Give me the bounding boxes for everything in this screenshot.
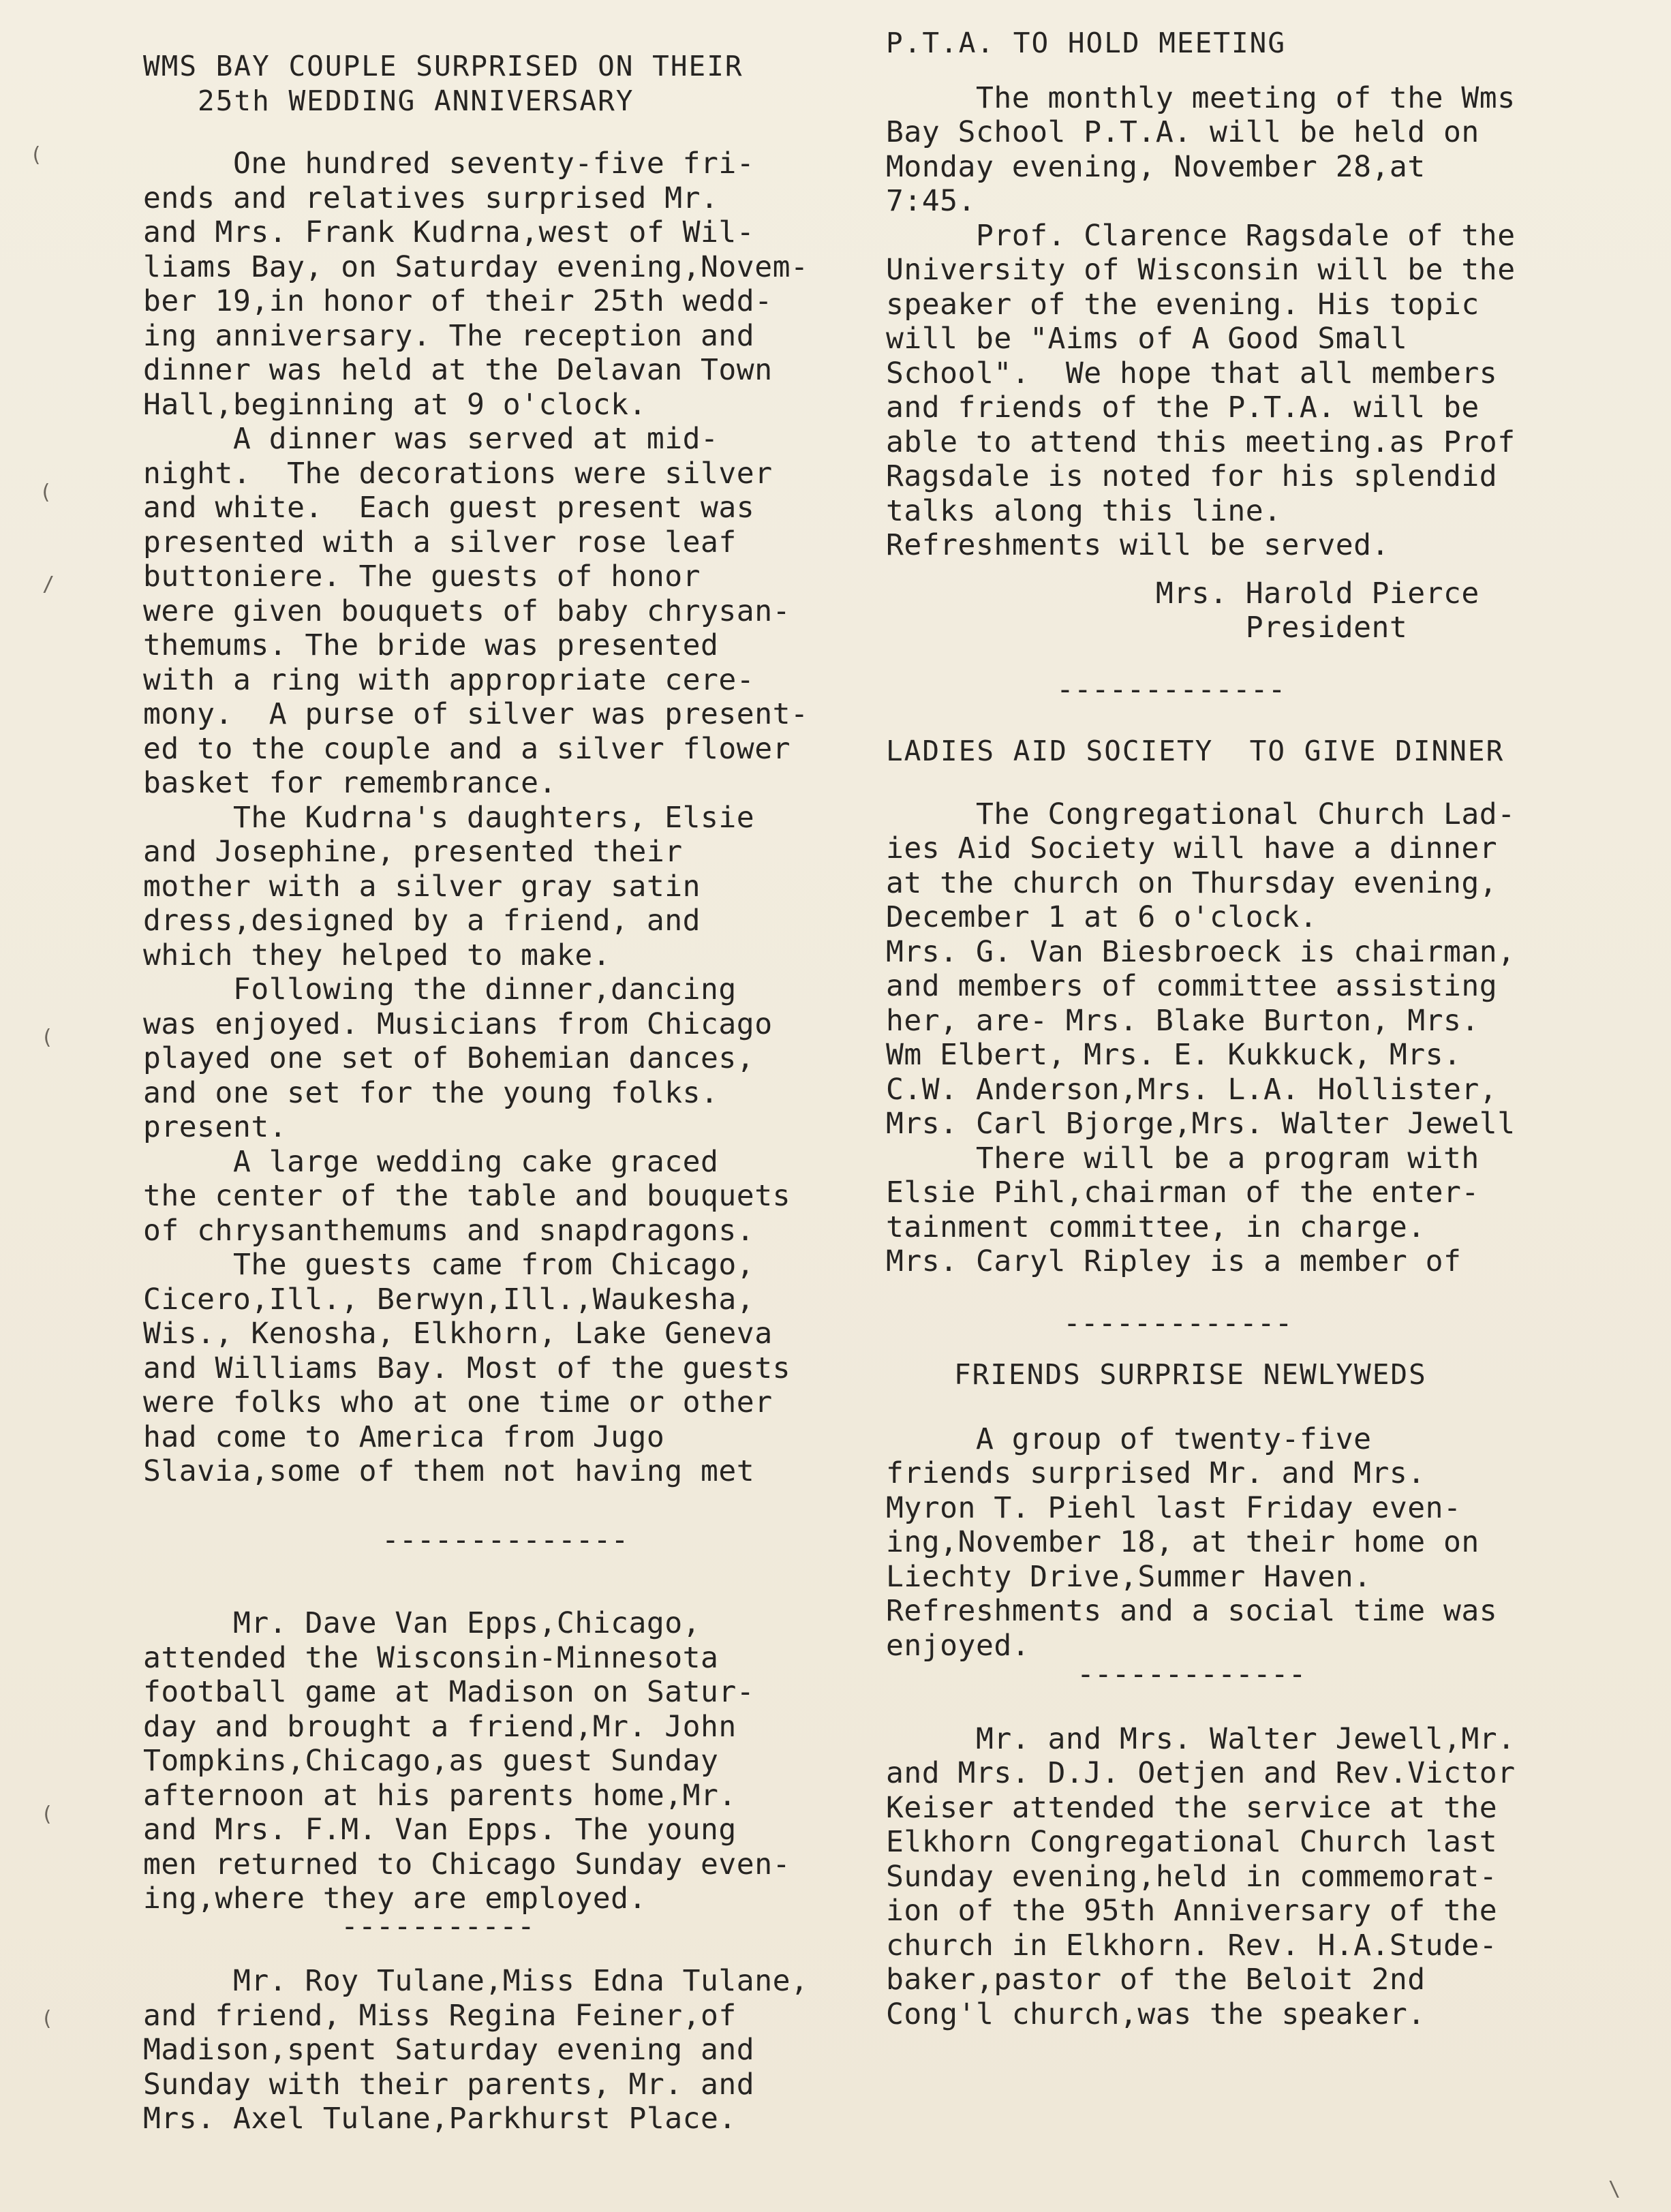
body-line: enjoyed.	[886, 1628, 1030, 1663]
body-line: Liechty Drive,Summer Haven.	[886, 1559, 1372, 1594]
body-line: presented with a silver rose leaf	[143, 525, 737, 559]
body-line: School". We hope that all members	[886, 356, 1498, 390]
article-body-van-epps	[143, 1606, 893, 1916]
article-headline-pta	[886, 26, 1642, 61]
body-line: Mrs. G. Van Biesbroeck is chairman,	[886, 934, 1516, 969]
headline-line: FRIENDS SURPRISE NEWLYWEDS	[954, 1358, 1427, 1391]
body-line: Ragsdale is noted for his splendid	[886, 459, 1498, 493]
body-line: played one set of Bohemian dances,	[143, 1041, 755, 1075]
body-line: ing,November 18, at their home on	[886, 1525, 1480, 1559]
body-line: tainment committee, in charge.	[886, 1210, 1426, 1244]
body-line: mother with a silver gray satin	[143, 869, 701, 904]
body-line: and friends of the P.T.A. will be	[886, 390, 1480, 425]
body-line: her, are- Mrs. Blake Burton, Mrs.	[886, 1003, 1480, 1038]
article-body-elkhorn	[886, 1722, 1642, 2032]
body-line: liams Bay, on Saturday evening,Novem-	[143, 249, 809, 284]
body-line: Mrs. Caryl Ripley is a member of	[886, 1244, 1462, 1278]
body-line: with a ring with appropriate cere-	[143, 662, 755, 697]
body-line: of chrysanthemums and snapdragons.	[143, 1213, 755, 1248]
body-line: baker,pastor of the Beloit 2nd	[886, 1963, 1426, 1997]
body-line: and one set for the young folks.	[143, 1075, 719, 1110]
body-line: ends and relatives surprised Mr.	[143, 181, 719, 215]
body-line: mony. A purse of silver was present-	[143, 697, 809, 731]
body-line: The Congregational Church Lad-	[886, 797, 1516, 831]
body-line: ing anniversary. The reception and	[143, 318, 755, 353]
body-line: attended the Wisconsin-Minnesota	[143, 1640, 719, 1675]
body-line: dress,designed by a friend, and	[143, 904, 701, 938]
body-line: Sunday with their parents, Mr. and	[143, 2067, 755, 2102]
body-line: Cicero,Ill., Berwyn,Ill.,Waukesha,	[143, 1282, 755, 1317]
body-line: Following the dinner,dancing	[143, 972, 737, 1007]
body-line: A dinner was served at mid-	[143, 422, 719, 456]
body-line: One hundred seventy-five fri-	[143, 147, 755, 181]
body-line: afternoon at his parents home,Mr.	[143, 1778, 737, 1813]
margin-mark: (	[40, 480, 52, 504]
body-line: dinner was held at the Delavan Town	[143, 353, 773, 387]
body-line: Elsie Pihl,chairman of the enter-	[886, 1176, 1480, 1210]
divider	[886, 1657, 1642, 1692]
margin-mark: (	[41, 2007, 54, 2031]
body-line: Prof. Clarence Ragsdale of the	[886, 218, 1516, 253]
body-line: A large wedding cake graced	[143, 1144, 719, 1179]
body-line: December 1 at 6 o'clock.	[886, 900, 1318, 934]
body-line: friends surprised Mr. and Mrs.	[886, 1456, 1426, 1490]
divider	[886, 673, 1642, 707]
body-line: Bay School P.T.A. will be held on	[886, 115, 1480, 149]
divider-line: -------------	[1056, 672, 1286, 707]
headline-line: WMS BAY COUPLE SURPRISED ON THEIR	[143, 50, 743, 82]
margin-mark: /	[42, 572, 55, 596]
right-column	[886, 20, 1642, 2031]
body-line: which they helped to make.	[143, 938, 611, 972]
body-line: and Mrs. D.J. Oetjen and Rev.Victor	[886, 1756, 1516, 1790]
body-line: Cong'l church,was the speaker.	[886, 1997, 1426, 2031]
body-line: Madison,spent Saturday evening and	[143, 2033, 755, 2067]
body-line: University of Wisconsin will be the	[886, 253, 1516, 287]
body-line: and members of committee assisting	[886, 969, 1498, 1003]
body-line: will be "Aims of A Good Small	[886, 322, 1408, 356]
article-headline-newlyweds	[886, 1357, 1642, 1392]
article-body-newlyweds	[886, 1422, 1642, 1663]
article-headline-anniversary	[143, 49, 893, 118]
body-line: talks along this line.	[886, 493, 1282, 528]
divider-line: -----------	[341, 1909, 535, 1944]
body-line: had come to America from Jugo	[143, 1419, 665, 1454]
divider	[143, 1909, 893, 1944]
body-line: day and brought a friend,Mr. John	[143, 1709, 737, 1744]
body-line: and Mrs. Frank Kudrna,west of Wil-	[143, 215, 755, 249]
body-line: basket for remembrance.	[143, 766, 557, 800]
body-line: Slavia,some of them not having met	[143, 1454, 755, 1488]
body-line: Myron T. Piehl last Friday even-	[886, 1490, 1462, 1525]
margin-mark: (	[41, 1802, 54, 1826]
body-line: Tompkins,Chicago,as guest Sunday	[143, 1744, 719, 1778]
body-line: ed to the couple and a silver flower	[143, 731, 791, 766]
article-body-tulane	[143, 1964, 893, 2136]
body-line: Mr. Roy Tulane,Miss Edna Tulane,	[143, 1964, 809, 1998]
body-line: the center of the table and bouquets	[143, 1179, 791, 1213]
margin-mark: \	[1608, 2177, 1621, 2201]
body-line: Mr. Dave Van Epps,Chicago,	[143, 1606, 701, 1640]
body-line: Monday evening, November 28,at	[886, 149, 1426, 184]
article-body-pta	[886, 81, 1642, 563]
divider	[886, 1306, 1642, 1341]
left-column	[143, 20, 893, 2136]
body-line: themums. The bride was presented	[143, 628, 719, 662]
body-line: Mrs. Carl Bjorge,Mrs. Walter Jewell	[886, 1107, 1516, 1141]
body-line: men returned to Chicago Sunday even-	[143, 1847, 791, 1881]
divider-line: -------------	[1063, 1306, 1293, 1340]
body-line: Hall,beginning at 9 o'clock.	[143, 387, 647, 422]
body-line: Wm Elbert, Mrs. E. Kukkuck, Mrs.	[886, 1038, 1462, 1072]
divider-line: --------------	[382, 1522, 629, 1557]
body-line: The guests came from Chicago,	[143, 1248, 755, 1282]
body-line: 7:45.	[886, 184, 976, 218]
body-line: ies Aid Society will have a dinner	[886, 831, 1498, 865]
signature-title: President	[886, 611, 1408, 645]
signature-name: Mrs. Harold Pierce	[886, 576, 1480, 611]
body-line: Mr. and Mrs. Walter Jewell,Mr.	[886, 1721, 1516, 1756]
body-line: and Williams Bay. Most of the guests	[143, 1351, 791, 1385]
margin-mark: (	[30, 143, 43, 167]
body-line: ion of the 95th Anniversary of the	[886, 1894, 1498, 1928]
body-line: speaker of the evening. His topic	[886, 287, 1480, 322]
body-line: at the church on Thursday evening,	[886, 865, 1498, 900]
body-line: Refreshments and a social time was	[886, 1594, 1498, 1628]
body-line: present.	[143, 1110, 288, 1144]
body-line: football game at Madison on Satur-	[143, 1675, 755, 1709]
body-line: able to attend this meeting.as Prof	[886, 425, 1516, 459]
body-line: and friend, Miss Regina Feiner,of	[143, 1998, 737, 2033]
body-line: was enjoyed. Musicians from Chicago	[143, 1007, 773, 1041]
body-line: buttoniere. The guests of honor	[143, 559, 701, 594]
body-line: Mrs. Axel Tulane,Parkhurst Place.	[143, 2102, 737, 2136]
divider-line: -------------	[1077, 1657, 1306, 1691]
body-line: ing,where they are employed.	[143, 1881, 647, 1916]
body-line: A group of twenty-five	[886, 1422, 1372, 1456]
article-body-ladies-aid	[886, 797, 1642, 1279]
article-headline-ladies-aid	[886, 734, 1642, 769]
body-line: The Kudrna's daughters, Elsie	[143, 800, 755, 835]
body-line: Sunday evening,held in commemorat-	[886, 1859, 1498, 1894]
body-line: There will be a program with	[886, 1141, 1480, 1176]
body-line: night. The decorations were silver	[143, 456, 773, 491]
body-line: and Mrs. F.M. Van Epps. The young	[143, 1813, 737, 1847]
article-body-anniversary	[143, 147, 893, 1489]
headline-line: LADIES AID SOCIETY TO GIVE DINNER	[886, 735, 1505, 767]
body-line: and white. Each guest present was	[143, 491, 755, 525]
body-line: were given bouquets of baby chrysan-	[143, 594, 791, 628]
body-line: Keiser attended the service at the	[886, 1790, 1498, 1825]
body-line: church in Elkhorn. Rev. H.A.Stude-	[886, 1928, 1498, 1963]
body-line: Refreshments will be served.	[886, 528, 1390, 562]
headline-line: 25th WEDDING ANNIVERSARY	[143, 84, 634, 117]
body-line: C.W. Anderson,Mrs. L.A. Hollister,	[886, 1072, 1498, 1107]
body-line: Wis., Kenosha, Elkhorn, Lake Geneva	[143, 1317, 773, 1351]
article-signature-pta	[886, 577, 1642, 645]
body-line: The monthly meeting of the Wms	[886, 80, 1516, 115]
margin-mark: (	[41, 1026, 54, 1049]
divider	[143, 1523, 893, 1558]
body-line: ber 19,in honor of their 25th wedd-	[143, 284, 773, 318]
headline-line: P.T.A. TO HOLD MEETING	[886, 27, 1287, 59]
body-line: were folks who at one time or other	[143, 1385, 773, 1419]
body-line: and Josephine, presented their	[143, 835, 683, 869]
body-line: Elkhorn Congregational Church last	[886, 1825, 1498, 1859]
